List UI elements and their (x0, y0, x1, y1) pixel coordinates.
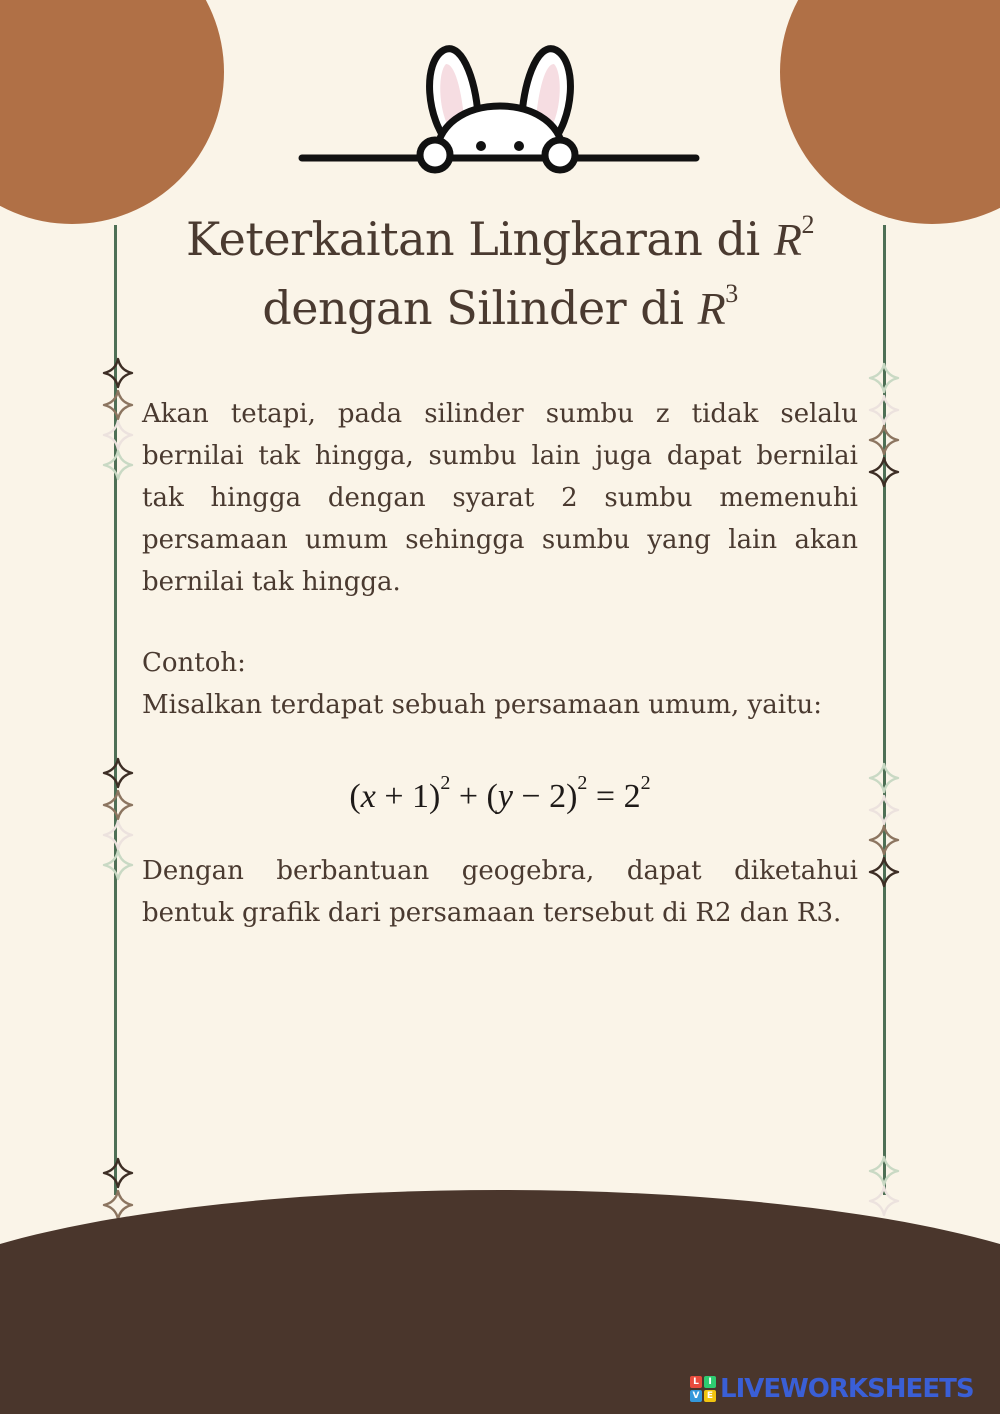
liveworksheets-watermark (690, 1372, 990, 1406)
eq-open: ( (349, 778, 361, 815)
four-point-sparkle-icon (870, 796, 898, 824)
decorative-circle-top-right (780, 0, 1000, 224)
example-label: Contoh: (142, 648, 246, 678)
eq-exp-1: 2 (440, 772, 451, 794)
title-line-2-text: dengan Silinder di (262, 281, 684, 335)
paragraph-example-intro: Misalkan terdapat sebuah persamaan umum, yaitu: (142, 690, 823, 720)
four-point-sparkle-icon (104, 391, 132, 419)
four-point-sparkle-icon (870, 426, 898, 454)
logo-letter: L (690, 1376, 702, 1388)
four-point-sparkle-icon (104, 821, 132, 849)
four-point-sparkle-icon (870, 858, 898, 886)
title-line-2-math: R (697, 283, 726, 334)
four-point-sparkle-icon (104, 451, 132, 479)
logo-letter: V (690, 1390, 702, 1402)
four-point-sparkle-icon (870, 764, 898, 792)
four-point-sparkle-icon (870, 396, 898, 424)
decorative-circle-top-left (0, 0, 224, 224)
eq-exp-3: 2 (640, 772, 651, 794)
title-line-1-text: Keterkaitan Lingkaran di (186, 212, 760, 266)
title-line-1-exponent: 2 (801, 210, 814, 239)
paragraph-explanation: Akan tetapi, pada silinder sumbu z tidak selalu bernilai tak hingga, sumbu lain juga dapat bernilai tak hingga dengan syarat 2 sumbu memenuhi persamaan umum sehingga sumbu yang lain akan bernilai tak hingga. (142, 399, 858, 597)
circle-equation (142, 772, 858, 822)
liveworksheets-logo-icon (690, 1376, 716, 1402)
eq-plus-one: + 1) (375, 778, 441, 815)
sparkle-cluster-left (98, 355, 138, 485)
title-line-1-math: R (773, 214, 802, 265)
eq-var-y: y (497, 778, 513, 815)
four-point-sparkle-icon (104, 421, 132, 449)
eq-mid: + ( (450, 778, 498, 815)
watermark-text: LIVEWORKSHEETS (720, 1374, 974, 1404)
four-point-sparkle-icon (870, 826, 898, 854)
page-title (120, 205, 880, 343)
sparkle-cluster-right (864, 760, 904, 890)
eq-minus-two: − 2) (512, 778, 578, 815)
four-point-sparkle-icon (104, 759, 132, 787)
four-point-sparkle-icon (104, 851, 132, 879)
eq-equals: = 2 (587, 778, 641, 815)
title-line-2 (120, 274, 880, 343)
eq-exp-2: 2 (577, 772, 588, 794)
four-point-sparkle-icon (104, 791, 132, 819)
sparkle-cluster-left (98, 755, 138, 885)
bunny-peeking-icon (298, 40, 702, 180)
sparkle-cluster-right (864, 360, 904, 490)
title-line-2-exponent: 3 (725, 279, 738, 308)
logo-letter: I (704, 1376, 716, 1388)
title-line-1 (120, 205, 880, 274)
logo-letter: E (704, 1390, 716, 1402)
four-point-sparkle-icon (870, 364, 898, 392)
paragraph-geogebra: Dengan berbantuan geogebra, dapat diketahui bentuk grafik dari persamaan tersebut di R2 dan R3. (142, 856, 858, 928)
eq-var-x: x (360, 778, 376, 815)
four-point-sparkle-icon (870, 458, 898, 486)
four-point-sparkle-icon (104, 359, 132, 387)
